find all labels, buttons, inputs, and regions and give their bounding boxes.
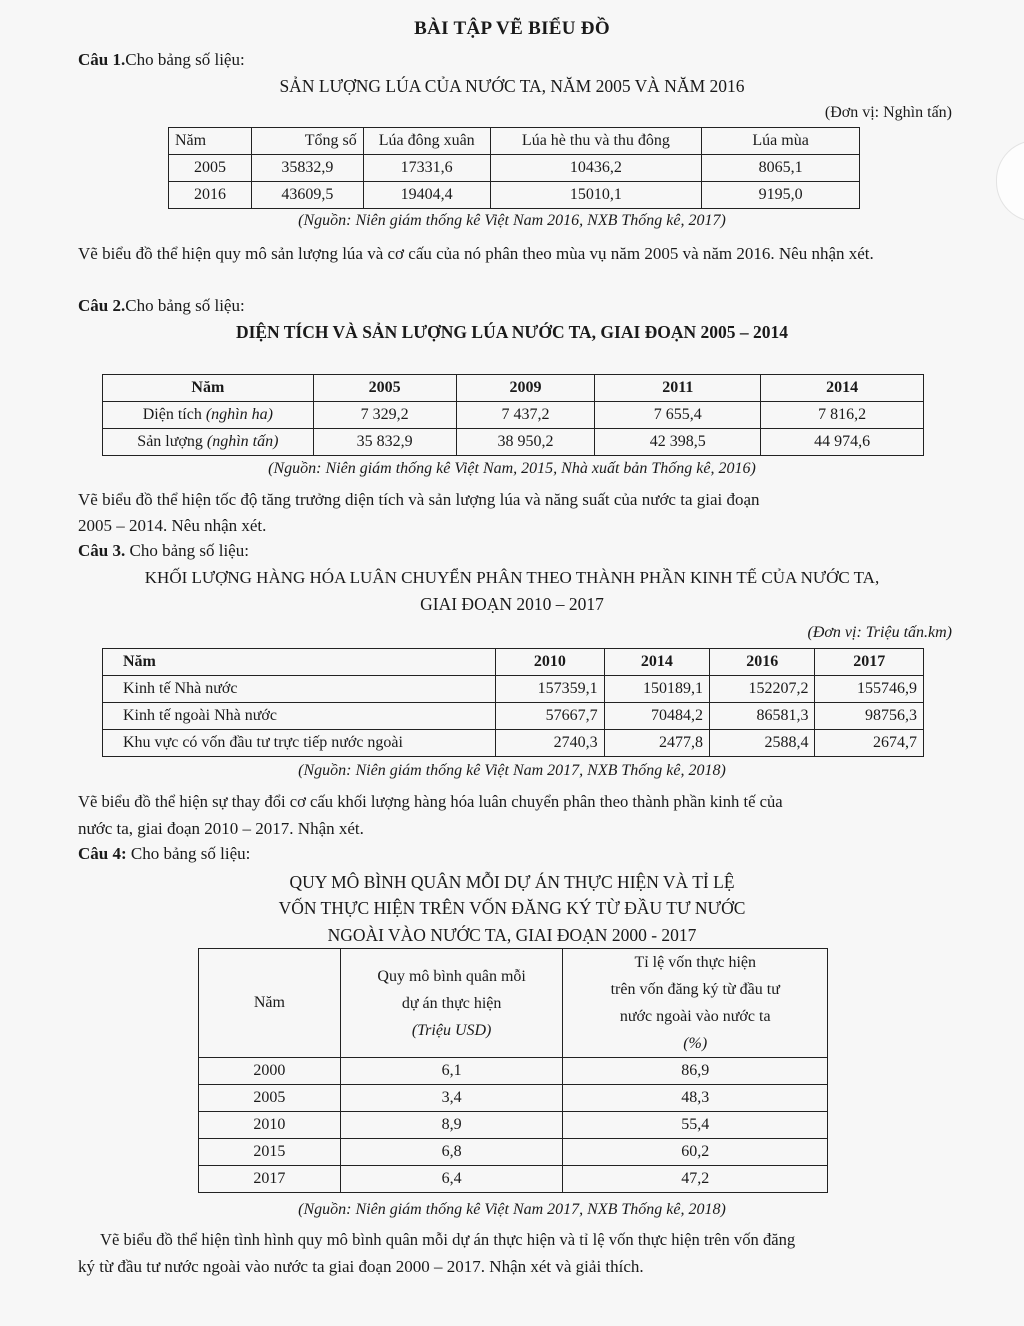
table-row-label (103, 402, 314, 429)
table-cell: 6,4 (340, 1166, 563, 1193)
table-row (199, 1139, 828, 1166)
table-cell: 86,9 (563, 1058, 828, 1085)
table-cell: 2010 (199, 1112, 341, 1139)
table-header-cell: 2010 (496, 649, 605, 676)
table-cell: 2015 (199, 1139, 341, 1166)
table-cell: 48,3 (563, 1085, 828, 1112)
table-row (199, 1112, 828, 1139)
q4-label: Câu 4: (78, 844, 127, 863)
table-header-cell: Năm (103, 375, 314, 402)
q2-task-line1: Vẽ biểu đồ thể hiện tốc độ tăng trưởng diện tích và sản lượng lúa và năng suất của nước ta giai đoạn (78, 490, 760, 509)
table-cell: 15010,1 (490, 182, 702, 209)
q1-label: Câu 1. (78, 50, 126, 69)
table-header-cell: 2009 (456, 375, 595, 402)
table-cell: 2016 (169, 182, 252, 209)
q2-task-line2: 2005 – 2014. Nêu nhận xét. (78, 516, 267, 535)
table-row (199, 1085, 828, 1112)
table-header-cell: 2011 (595, 375, 761, 402)
table-header-row (103, 375, 924, 402)
header-text: trên vốn đăng ký từ đầu tư (610, 981, 780, 998)
q1-unit: (Đơn vị: Nghìn tấn) (824, 104, 952, 121)
table-cell: 7 329,2 (313, 402, 456, 429)
table-header-row (169, 128, 860, 155)
row-unit: (nghìn tấn) (206, 433, 279, 450)
table-cell: 157359,1 (496, 676, 605, 703)
q4-title-line2: VỐN THỰC HIỆN TRÊN VỐN ĐĂNG KÝ TỪ ĐẦU TƯ NƯỚC (278, 898, 746, 918)
table-row (169, 155, 860, 182)
table-row (103, 676, 924, 703)
side-edge-handle[interactable] (996, 140, 1024, 222)
table-cell: 17331,6 (363, 155, 490, 182)
table-cell: 2000 (199, 1058, 341, 1085)
q2-label: Câu 2. (78, 296, 126, 315)
table-cell: 2005 (169, 155, 252, 182)
q3-heading (78, 541, 249, 561)
table-cell: 8065,1 (702, 155, 860, 182)
table-cell: 2477,8 (604, 730, 709, 757)
table-header-cell: Lúa mùa (702, 128, 860, 155)
table-cell: 6,8 (340, 1139, 563, 1166)
table-cell: 10436,2 (490, 155, 702, 182)
q4-table (198, 948, 828, 1193)
table-cell: 2740,3 (496, 730, 605, 757)
table-cell: 44 974,6 (761, 429, 924, 456)
table-cell: 7 816,2 (761, 402, 924, 429)
table-row (103, 703, 924, 730)
table-row (103, 402, 924, 429)
q2-source: (Nguồn: Niên giám thống kê Việt Nam, 2015, Nhà xuất bản Thống kê, 2016) (268, 460, 756, 477)
table-header-cell (340, 949, 563, 1058)
header-text: (%) (683, 1035, 708, 1052)
q4-source: (Nguồn: Niên giám thống kê Việt Nam 2017, NXB Thống kê, 2018) (298, 1201, 726, 1218)
table-header-cell: 2014 (604, 649, 709, 676)
table-header-cell: Tổng số (251, 128, 363, 155)
table-header-cell: Năm (169, 128, 252, 155)
q3-table-title-line2: GIAI ĐOẠN 2010 – 2017 (420, 594, 604, 614)
table-row (103, 730, 924, 757)
document-title: BÀI TẬP VẼ BIỂU ĐỒ (414, 18, 610, 39)
table-cell: 150189,1 (604, 676, 709, 703)
table-cell: 42 398,5 (595, 429, 761, 456)
q1-table-title: SẢN LƯỢNG LÚA CỦA NƯỚC TA, NĂM 2005 VÀ NĂM 2016 (279, 76, 745, 96)
table-cell: 152207,2 (710, 676, 815, 703)
header-text: Tỉ lệ vốn thực hiện (634, 954, 756, 971)
q4-heading (78, 844, 250, 864)
table-cell: 70484,2 (604, 703, 709, 730)
q3-table-title-line1: KHỐI LƯỢNG HÀNG HÓA LUÂN CHUYỂN PHÂN THEO THÀNH PHẦN KINH TẾ CỦA NƯỚC TA, (144, 568, 880, 587)
q4-task-line1: Vẽ biểu đồ thể hiện tình hình quy mô bình quân mỗi dự án thực hiện và tỉ lệ vốn thực hiện trên vốn đăng (100, 1230, 796, 1249)
q2-table-title: DIỆN TÍCH VÀ SẢN LƯỢNG LÚA NƯỚC TA, GIAI ĐOẠN 2005 – 2014 (235, 322, 789, 342)
q1-heading (78, 50, 245, 70)
q3-intro: Cho bảng số liệu: (125, 541, 249, 560)
q2-intro: Cho bảng số liệu: (125, 296, 245, 315)
table-header-row (103, 649, 924, 676)
table-header-cell: 2005 (313, 375, 456, 402)
table-cell: 43609,5 (251, 182, 363, 209)
table-cell: Kinh tế Nhà nước (103, 676, 496, 703)
table-cell: 155746,9 (815, 676, 924, 703)
table-cell: 2588,4 (710, 730, 815, 757)
table-header-cell: Năm (103, 649, 496, 676)
q4-intro: Cho bảng số liệu: (126, 844, 251, 863)
table-row (199, 1058, 828, 1085)
table-row (199, 1166, 828, 1193)
q1-table (168, 127, 860, 209)
table-header-cell: Lúa đông xuân (363, 128, 490, 155)
header-text: Quy mô bình quân mỗi (377, 967, 526, 985)
table-cell: 35 832,9 (313, 429, 456, 456)
table-cell: 7 655,4 (595, 402, 761, 429)
table-header-cell: 2017 (815, 649, 924, 676)
table-header-row (199, 949, 828, 1058)
header-text: nước ngoài vào nước ta (619, 1008, 771, 1025)
q4-task-line2: ký từ đầu tư nước ngoài vào nước ta giai đoạn 2000 – 2017. Nhận xét và giải thích. (78, 1257, 644, 1276)
table-header-cell (563, 949, 828, 1058)
table-cell: 47,2 (563, 1166, 828, 1193)
table-header-cell: Lúa hè thu và thu đông (490, 128, 702, 155)
q4-title-line3: NGOÀI VÀO NƯỚC TA, GIAI ĐOẠN 2000 - 2017 (327, 925, 697, 945)
q2-table (102, 374, 924, 456)
table-cell: 2005 (199, 1085, 341, 1112)
header-text: (Triệu USD) (411, 1021, 492, 1039)
table-header-cell: Năm (199, 949, 341, 1058)
table-cell: 7 437,2 (456, 402, 595, 429)
table-cell: 3,4 (340, 1085, 563, 1112)
q3-table (102, 648, 924, 757)
table-cell: Kinh tế ngoài Nhà nước (103, 703, 496, 730)
q1-task: Vẽ biểu đồ thể hiện quy mô sản lượng lúa và cơ cấu của nó phân theo mùa vụ năm 2005 và năm 2016. Nêu nhận xét. (78, 244, 874, 263)
table-cell: 2017 (199, 1166, 341, 1193)
table-cell: 35832,9 (251, 155, 363, 182)
table-cell: 2674,7 (815, 730, 924, 757)
table-row (103, 429, 924, 456)
row-label: Sản lượng (137, 433, 207, 450)
table-cell: 98756,3 (815, 703, 924, 730)
header-text: dự án thực hiện (401, 994, 502, 1012)
q3-task-line1: Vẽ biểu đồ thể hiện sự thay đổi cơ cấu khối lượng hàng hóa luân chuyển phân theo thành phần kinh tế của (78, 792, 783, 811)
table-row (169, 182, 860, 209)
table-header-cell: 2016 (710, 649, 815, 676)
q1-source: (Nguồn: Niên giám thống kê Việt Nam 2016, NXB Thống kê, 2017) (298, 212, 726, 229)
table-cell: 60,2 (563, 1139, 828, 1166)
table-cell: 9195,0 (702, 182, 860, 209)
table-cell: 6,1 (340, 1058, 563, 1085)
table-header-cell: 2014 (761, 375, 924, 402)
q3-label: Câu 3. (78, 541, 126, 560)
q3-unit: (Đơn vị: Triệu tấn.km) (807, 624, 952, 641)
q1-intro: Cho bảng số liệu: (125, 50, 245, 69)
table-cell: 55,4 (563, 1112, 828, 1139)
table-cell: 38 950,2 (456, 429, 595, 456)
q2-heading (78, 296, 245, 316)
table-cell: 19404,4 (363, 182, 490, 209)
table-cell: Khu vực có vốn đầu tư trực tiếp nước ngoài (103, 730, 496, 757)
table-cell: 57667,7 (496, 703, 605, 730)
table-cell: 86581,3 (710, 703, 815, 730)
q3-source: (Nguồn: Niên giám thống kê Việt Nam 2017, NXB Thống kê, 2018) (298, 762, 726, 779)
row-label: Diện tích (142, 406, 206, 423)
table-cell: 8,9 (340, 1112, 563, 1139)
row-unit: (nghìn ha) (205, 406, 273, 423)
table-row-label (103, 429, 314, 456)
q4-title-line1: QUY MÔ BÌNH QUÂN MỖI DỰ ÁN THỰC HIỆN VÀ TỈ LỆ (289, 872, 735, 892)
q3-task-line2: nước ta, giai đoạn 2010 – 2017. Nhận xét. (78, 819, 364, 838)
